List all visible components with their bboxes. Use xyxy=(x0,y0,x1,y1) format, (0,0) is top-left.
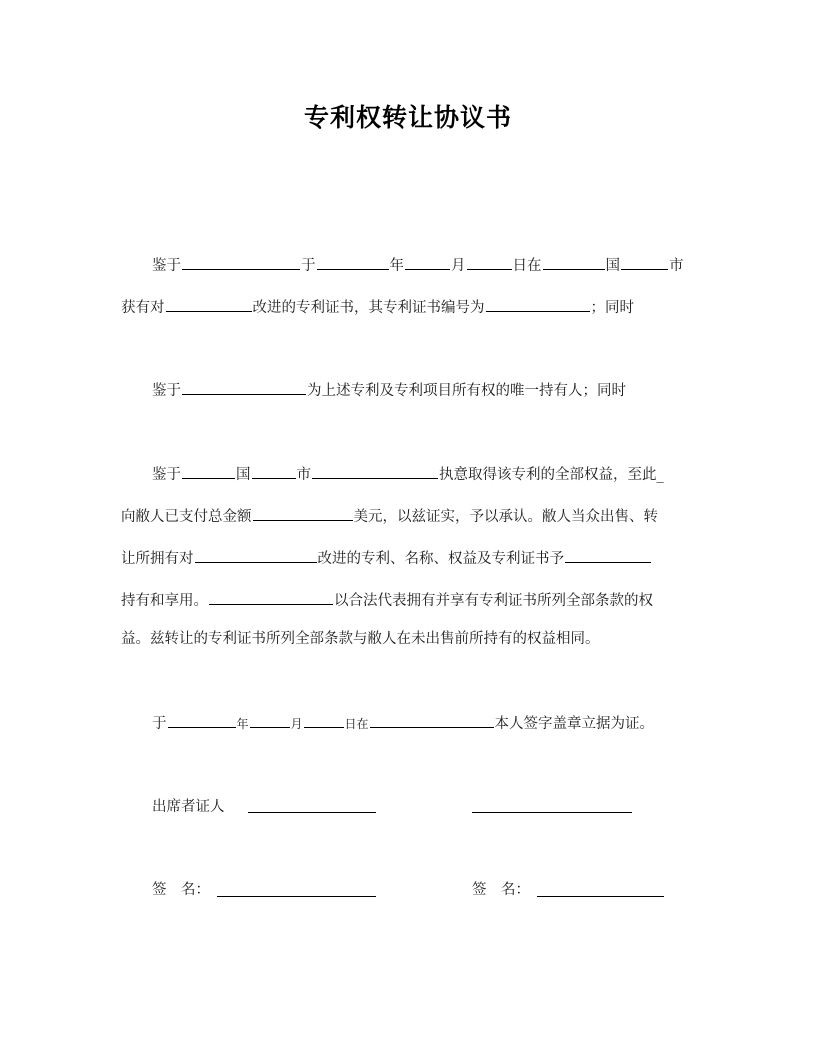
witness-blank-right[interactable] xyxy=(472,812,632,813)
text: 本人签字盖章立据为证。 xyxy=(494,716,655,732)
para1-line2 xyxy=(121,297,634,317)
text: 日在 xyxy=(344,717,369,731)
blank-field[interactable] xyxy=(182,380,306,395)
blank-field[interactable] xyxy=(486,297,590,312)
text: 于 xyxy=(301,258,316,274)
text: 持有和享用。 xyxy=(121,593,208,609)
blank-field[interactable] xyxy=(168,713,236,728)
blank-field[interactable] xyxy=(370,713,494,728)
text: 让所拥有对 xyxy=(121,551,194,567)
text: 月 xyxy=(451,258,466,274)
para3-line2 xyxy=(121,506,658,526)
page-title: 专利权转让协议书 xyxy=(303,103,512,132)
blank-field[interactable] xyxy=(467,255,512,270)
signature-label-right: 签 名： xyxy=(472,882,530,898)
blank-field[interactable] xyxy=(195,548,317,563)
text: 以合法代表拥有并享有专利证书所列全部条款的权 xyxy=(334,593,653,609)
text: 鉴于 xyxy=(152,383,181,399)
para3-line1 xyxy=(152,464,664,484)
signature-blank-right[interactable] xyxy=(537,896,664,897)
blank-field[interactable] xyxy=(182,464,235,479)
text: 国 xyxy=(236,467,251,483)
text: 年 xyxy=(389,258,404,274)
text: 鉴于 xyxy=(152,467,181,483)
blank-field[interactable] xyxy=(621,255,668,270)
blank-field[interactable] xyxy=(312,464,438,479)
para1-line1 xyxy=(152,255,684,275)
text: 美元，以兹证实，予以承认。敝人当众出售、转 xyxy=(353,509,658,525)
para3-line4 xyxy=(121,590,653,610)
text: 市 xyxy=(669,258,684,274)
text: 年 xyxy=(236,717,249,731)
text: 执意取得该专利的全部权益，至此_ xyxy=(439,467,664,483)
text: 改进的专利证书，其专利证书编号为 xyxy=(252,300,485,316)
blank-field[interactable] xyxy=(250,713,290,728)
text: 市 xyxy=(296,467,311,483)
text: ；同时 xyxy=(590,300,634,316)
blank-field[interactable] xyxy=(405,255,450,270)
blank-field[interactable] xyxy=(317,255,389,270)
text: 日在 xyxy=(512,258,542,274)
para4-line1 xyxy=(152,713,654,733)
text: 向敝人已支付总金额 xyxy=(121,509,252,525)
text: 于 xyxy=(152,716,167,732)
text: 月 xyxy=(290,717,303,731)
blank-field[interactable] xyxy=(565,548,651,563)
blank-field[interactable] xyxy=(166,297,252,312)
para3-line5: 益。兹转让的专利证书所列全部条款与敝人在未出售前所持有的权益相同。 xyxy=(121,631,600,647)
para2-line1 xyxy=(152,380,626,400)
witness-blank-left[interactable] xyxy=(248,812,376,813)
text: 获有对 xyxy=(121,300,165,316)
witness-label: 出席者证人 xyxy=(152,799,225,815)
blank-field[interactable] xyxy=(252,464,296,479)
text: 为上述专利及专利项目所有权的唯一持有人；同时 xyxy=(307,383,626,399)
blank-field[interactable] xyxy=(543,255,605,270)
signature-blank-left[interactable] xyxy=(217,896,376,897)
blank-field[interactable] xyxy=(304,713,344,728)
para3-line3 xyxy=(121,548,652,568)
text: 国 xyxy=(605,258,620,274)
text: 改进的专利、名称、权益及专利证书予 xyxy=(317,551,564,567)
blank-field[interactable] xyxy=(209,590,333,605)
blank-field[interactable] xyxy=(182,255,300,270)
blank-field[interactable] xyxy=(253,506,353,521)
signature-label-left: 签 名： xyxy=(152,882,210,898)
text: 鉴于 xyxy=(152,258,181,274)
